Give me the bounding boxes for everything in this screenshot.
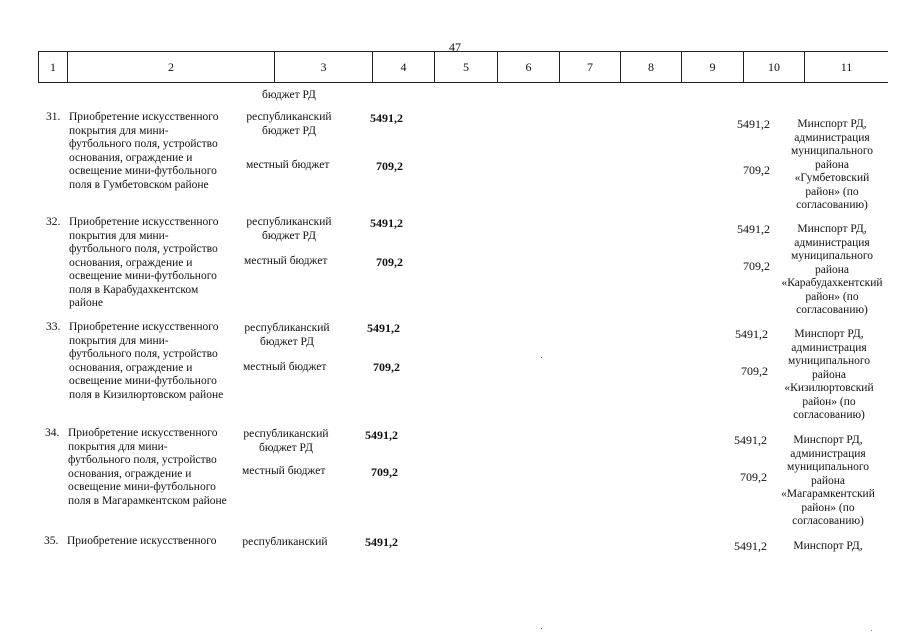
column-header-11: 11 [804, 51, 888, 83]
value-republic-col4: 5491,2 [370, 216, 403, 230]
executor: Минспорт РД, администрация муниципального района «Карабудахкентский район» (по согласованию) [781, 223, 883, 316]
value-republic-col10: 5491,2 [737, 117, 770, 131]
column-header-4: 4 [372, 51, 434, 83]
row-number: 31. [46, 111, 61, 123]
value-republic-col4: 5491,2 [365, 535, 398, 549]
value-republic-col10: 5491,2 [734, 433, 767, 447]
value-local-col10: 709,2 [743, 259, 770, 273]
executor: Минспорт РД, администрация муниципального района «Кизилюртовский район» (по согласованию) [784, 328, 874, 421]
funding-source-republic: республиканский бюджет РД [243, 428, 329, 454]
value-republic-col10: 5491,2 [734, 539, 767, 553]
scan-speck [541, 628, 542, 629]
value-local-col10: 709,2 [740, 470, 767, 484]
column-header-1: 1 [38, 51, 67, 83]
row-number: 33. [46, 321, 61, 333]
funding-source-republic: республиканский бюджет РД [246, 216, 332, 242]
funding-source-republic: республиканский бюджет РД [246, 111, 332, 137]
funding-source-republic: республиканский [242, 536, 328, 548]
funding-source-republic: республиканский бюджет РД [244, 322, 330, 348]
column-header-2: 2 [67, 51, 274, 83]
column-header-7: 7 [559, 51, 620, 83]
executor: Минспорт РД, администрация муниципального района «Магарамкентский район» (по согласованию) [781, 434, 875, 527]
row-description: Приобретение искусственного покрытия для мини- футбольного поля, устройство основания, ограждение и освещение мини-футбольного поля в Карабудахкентском районе [69, 216, 219, 309]
funding-source-local: местный бюджет [243, 361, 327, 373]
executor: Минспорт РД, администрация муниципального района «Гумбетовский район» (по согласованию) [790, 118, 874, 211]
column-header-5: 5 [434, 51, 497, 83]
value-republic-col4: 5491,2 [367, 321, 400, 335]
column-header-3: 3 [274, 51, 372, 83]
page-number: 47 [449, 40, 461, 54]
value-republic-col4: 5491,2 [370, 111, 403, 125]
value-local-col4: 709,2 [376, 159, 403, 173]
row-number: 34. [45, 427, 60, 439]
value-local-col4: 709,2 [371, 465, 398, 479]
column-header-9: 9 [681, 51, 743, 83]
row-description: Приобретение искусственного [67, 535, 217, 547]
carry-over-text: бюджет РД [262, 89, 316, 101]
column-header-6: 6 [497, 51, 559, 83]
value-local-col4: 709,2 [373, 360, 400, 374]
funding-source-local: местный бюджет [246, 159, 330, 171]
value-republic-col10: 5491,2 [735, 327, 768, 341]
table-header [38, 51, 888, 83]
row-description: Приобретение искусственного покрытия для мини- футбольного поля, устройство основания, ограждение и освещение мини-футбольного поля в Кизилюртовском районе [69, 321, 224, 401]
row-number: 32. [46, 216, 61, 228]
value-republic-col10: 5491,2 [737, 222, 770, 236]
scan-speck [871, 630, 872, 631]
funding-source-local: местный бюджет [242, 465, 326, 477]
row-description: Приобретение искусственного покрытия для мини- футбольного поля, устройство основания, ограждение и освещение мини-футбольного поля в Гумбетовском районе [69, 111, 219, 191]
executor: Минспорт РД, [793, 540, 863, 552]
row-description: Приобретение искусственного покрытия для мини- футбольного поля, устройство основания, ограждение и освещение мини-футбольного поля в Магарамкентском районе [68, 427, 227, 507]
value-local-col4: 709,2 [376, 255, 403, 269]
value-local-col10: 709,2 [741, 364, 768, 378]
value-republic-col4: 5491,2 [365, 428, 398, 442]
row-number: 35. [44, 535, 59, 547]
funding-source-local: местный бюджет [244, 255, 328, 267]
value-local-col10: 709,2 [743, 163, 770, 177]
scan-speck [541, 357, 542, 358]
column-header-8: 8 [620, 51, 681, 83]
column-header-10: 10 [743, 51, 804, 83]
